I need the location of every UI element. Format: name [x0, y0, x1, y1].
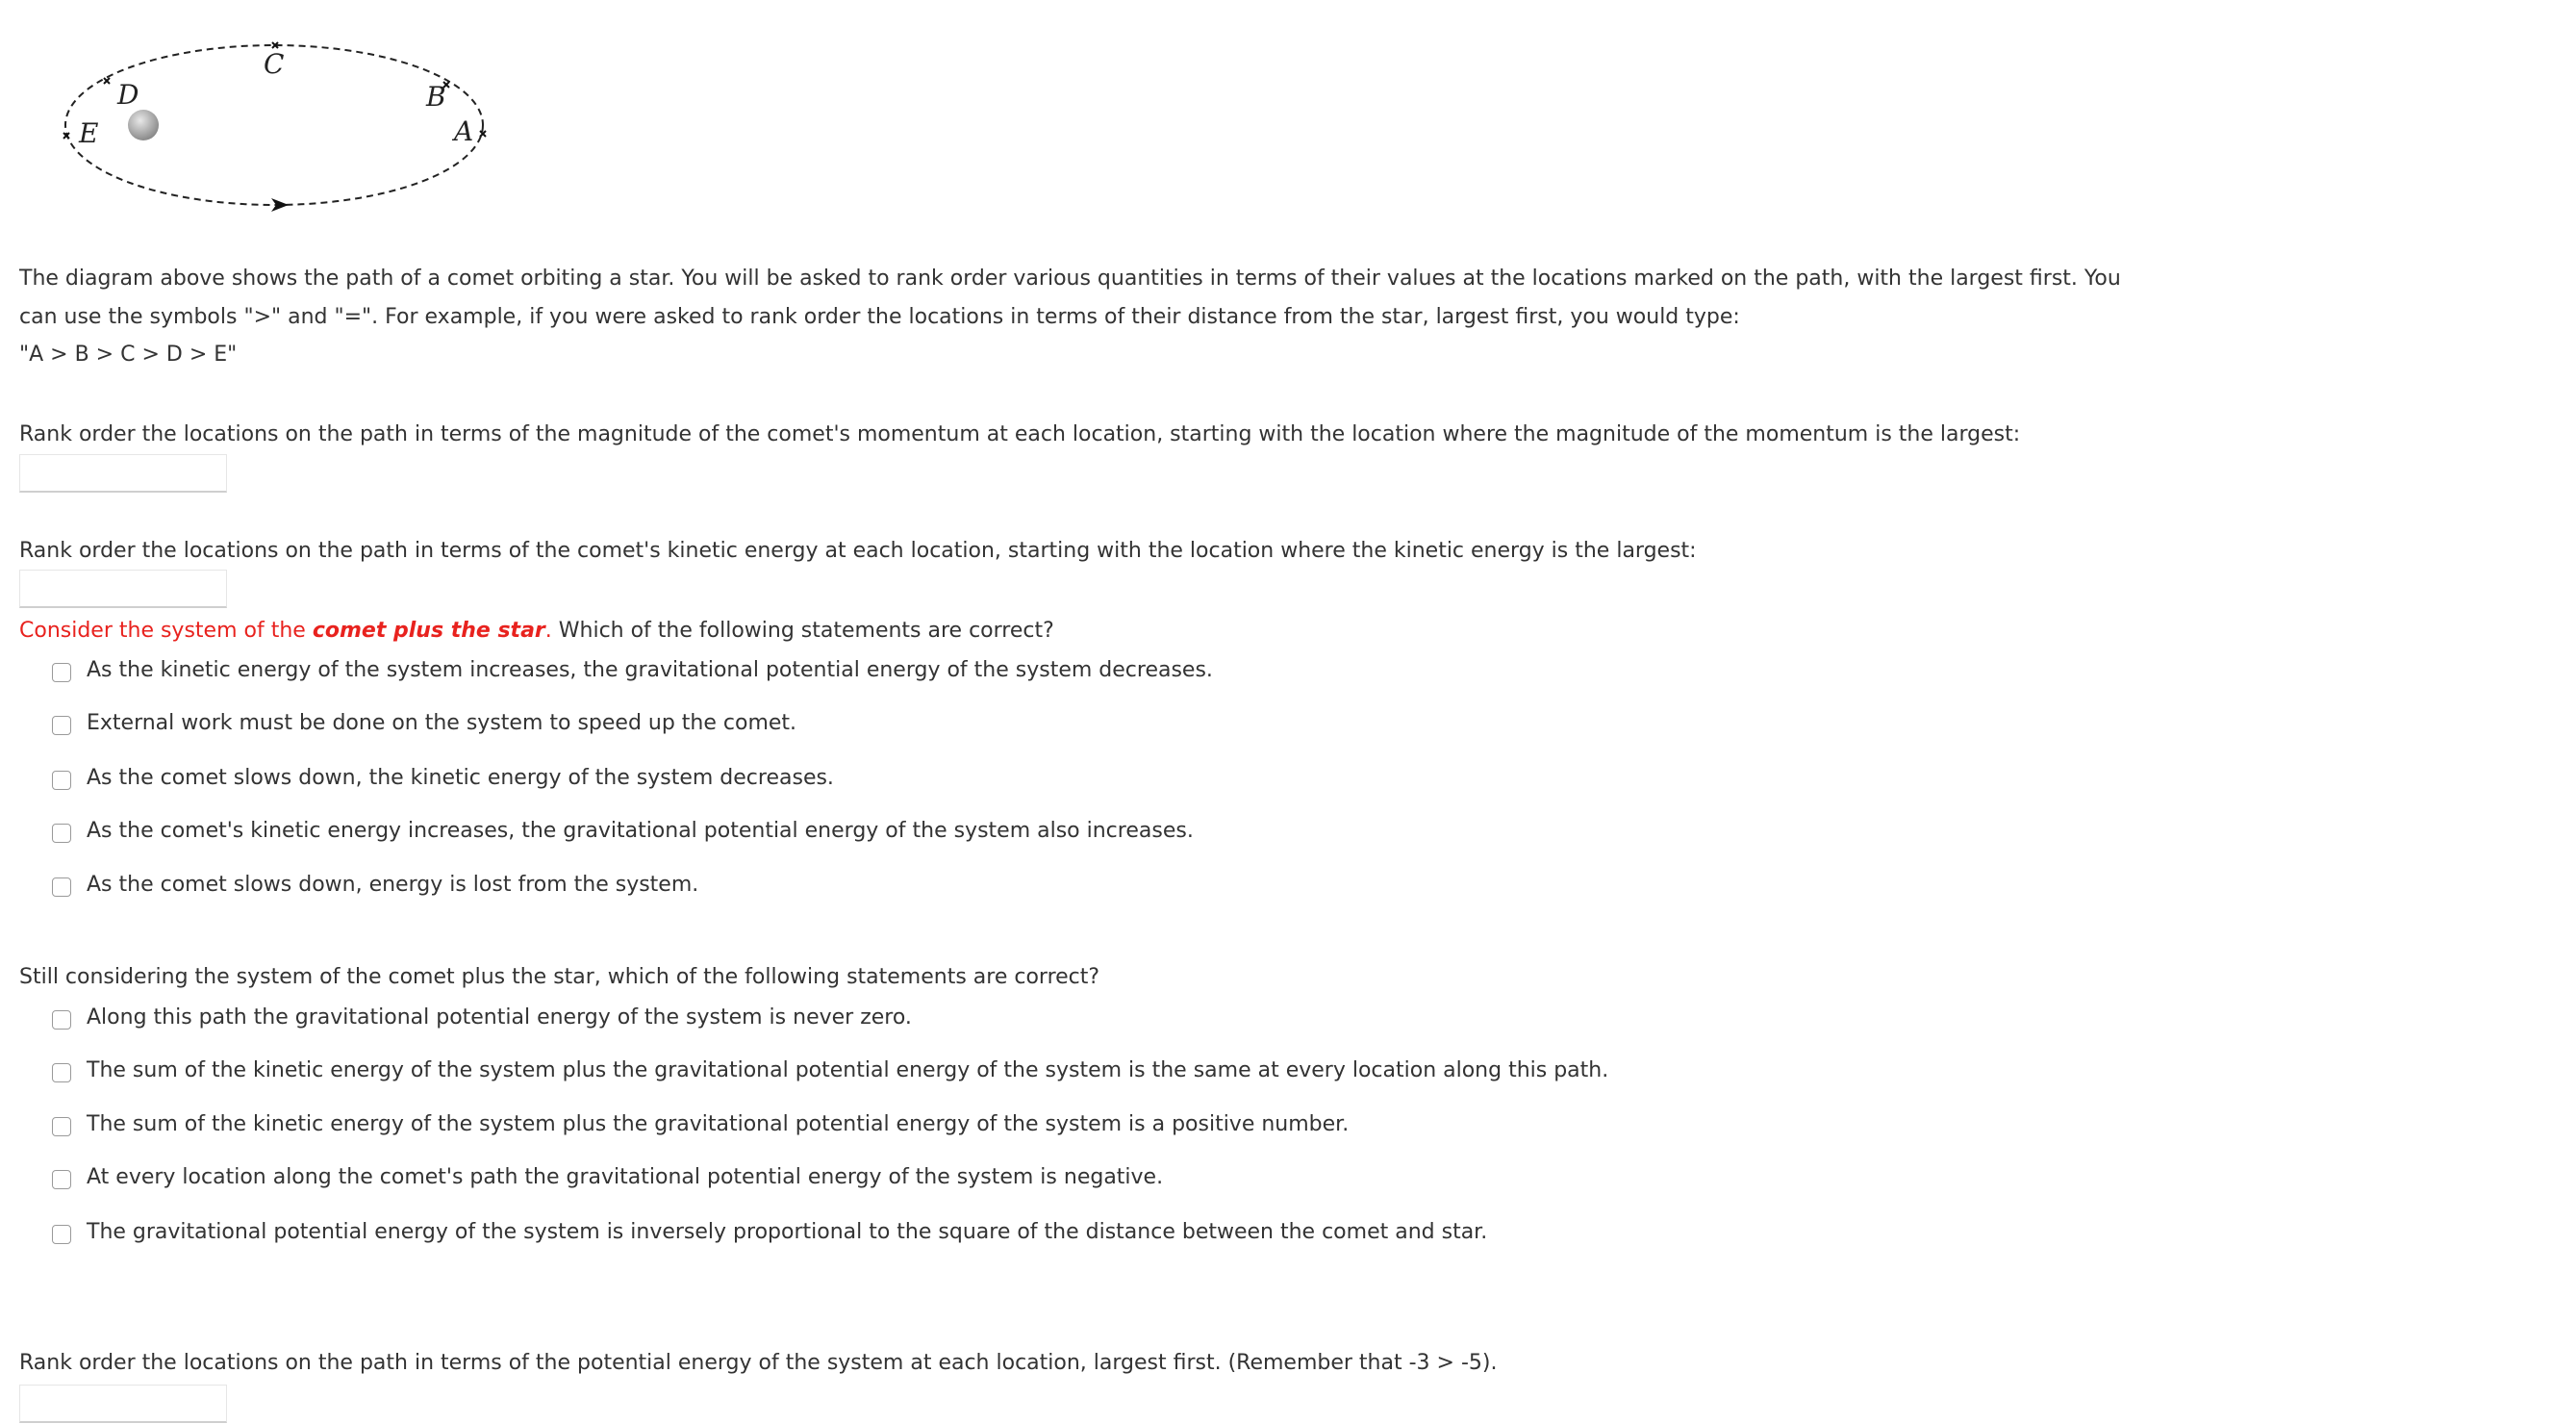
prompt-period: .: [544, 619, 552, 643]
option-label: Along this path the gravitational potential energy of the system is never zero.: [87, 1005, 912, 1030]
checkbox[interactable]: [52, 1010, 71, 1030]
q4-option-5[interactable]: [52, 1218, 1487, 1247]
intro-line-1: The diagram above shows the path of a comet orbiting a star. You will be asked to rank order various quantities in terms of their values at the locations marked on the path, with the largest first. You: [19, 267, 2121, 291]
option-label: The gravitational potential energy of the system is inversely proportional to the square of the distance between the comet and star.: [87, 1220, 1488, 1244]
option-label: The sum of the kinetic energy of the system plus the gravitational potential energy of the system is a positive number.: [87, 1112, 1350, 1136]
q4-option-2[interactable]: [52, 1056, 1608, 1085]
checkbox[interactable]: [52, 771, 71, 790]
option-label: External work must be done on the system to speed up the comet.: [87, 711, 797, 735]
checkbox[interactable]: [52, 1117, 71, 1136]
option-label: At every location along the comet's path the gravitational potential energy of the system is negative.: [87, 1165, 1164, 1189]
star: [128, 110, 159, 140]
checkbox[interactable]: [52, 663, 71, 682]
q4-option-4[interactable]: [52, 1163, 1163, 1192]
label-b: B: [426, 81, 446, 113]
q3-option-2[interactable]: [52, 709, 796, 738]
q3-option-4[interactable]: [52, 817, 1194, 846]
comet-orbit-diagram: [0, 0, 539, 231]
option-label: As the kinetic energy of the system increases, the gravitational potential energy of the system decreases.: [87, 658, 1213, 682]
label-c: C: [264, 48, 285, 80]
checkbox[interactable]: [52, 1063, 71, 1082]
checkbox[interactable]: [52, 824, 71, 843]
label-a: A: [454, 115, 474, 147]
prompt-emphasis: comet plus the star: [312, 619, 545, 643]
option-label: As the comet slows down, energy is lost from the system.: [87, 873, 699, 897]
checkbox[interactable]: [52, 1225, 71, 1244]
momentum-rank-input[interactable]: [19, 454, 227, 493]
system-question-1: [19, 617, 1054, 646]
checkbox[interactable]: [52, 1170, 71, 1189]
kinetic-energy-question: Rank order the locations on the path in terms of the comet's kinetic energy at each location, starting with the location where the kinetic energy is the largest:: [19, 539, 1697, 563]
q3-option-1[interactable]: [52, 656, 1213, 685]
prompt-red: Consider the system of the: [19, 619, 313, 643]
potential-energy-rank-input[interactable]: [19, 1385, 227, 1423]
option-label: The sum of the kinetic energy of the system plus the gravitational potential energy of the system is the same at every location along this path.: [87, 1058, 1609, 1082]
system-question-2: Still considering the system of the comet plus the star, which of the following statements are correct?: [19, 965, 1100, 989]
q3-option-5[interactable]: [52, 871, 698, 900]
intro-line-3: "A > B > C > D > E": [19, 343, 238, 367]
momentum-question: Rank order the locations on the path in terms of the magnitude of the comet's momentum at each location, starting with the location where the magnitude of the momentum is the largest:: [19, 422, 2021, 446]
direction-arrow-icon: [271, 198, 289, 212]
q4-option-3[interactable]: [52, 1110, 1349, 1139]
potential-energy-question: Rank order the locations on the path in terms of the potential energy of the system at each location, largest first. (Remember that -3 > -5).: [19, 1351, 1498, 1375]
label-e: E: [79, 117, 99, 149]
kinetic-energy-rank-input[interactable]: [19, 570, 227, 608]
prompt-rest: Which of the following statements are correct?: [551, 619, 1054, 643]
q3-option-3[interactable]: [52, 764, 834, 793]
checkbox[interactable]: [52, 877, 71, 897]
intro-line-2: can use the symbols ">" and "=". For example, if you were asked to rank order the locations in terms of their distance from the star, largest first, you would type:: [19, 305, 1740, 329]
label-d: D: [117, 79, 139, 111]
option-label: As the comet slows down, the kinetic energy of the system decreases.: [87, 766, 834, 790]
checkbox[interactable]: [52, 716, 71, 735]
option-label: As the comet's kinetic energy increases, the gravitational potential energy of the system also increases.: [87, 819, 1194, 843]
q4-option-1[interactable]: [52, 1004, 912, 1032]
